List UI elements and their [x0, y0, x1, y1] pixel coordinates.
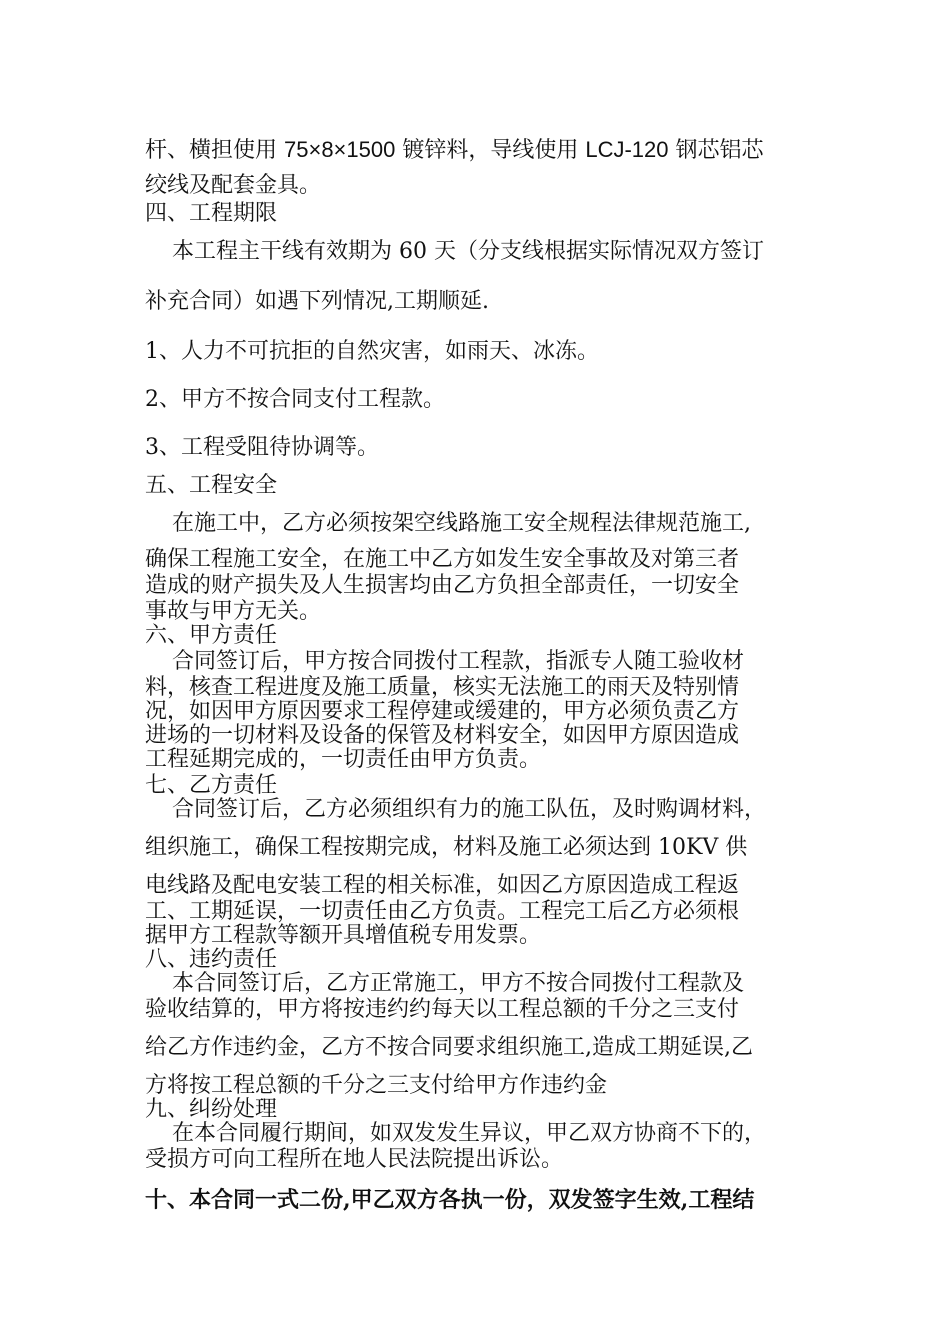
- text-run: 镀锌料，导线使用: [395, 138, 586, 163]
- body-line: 方将按工程总额的千分之三支付给甲方作违约金: [145, 1073, 608, 1098]
- body-line: 补充合同）如遇下列情况,工期顺延.: [145, 289, 489, 314]
- list-item: 3、工程受阻待协调等。: [145, 435, 379, 460]
- body-line: 本合同签订后，乙方正常施工，甲方不按合同拨付工程款及: [172, 971, 745, 996]
- section-heading: 七、乙方责任: [145, 773, 278, 798]
- body-line: 事故与甲方无关。: [145, 599, 322, 624]
- body-line: 绞线及配套金具。: [145, 173, 322, 198]
- section-heading-bold: 十、本合同一式二份,甲乙双方各执一份，双发签字生效,工程结: [145, 1187, 755, 1213]
- body-line: 本工程主干线有效期为 60 天（分支线根据实际情况双方签订: [172, 239, 764, 264]
- body-line: 合同签订后，乙方必须组织有力的施工队伍，及时购调材料，: [172, 797, 767, 822]
- section-heading: 六、甲方责任: [145, 623, 278, 648]
- body-line: 在本合同履行期间，如双发发生异议，甲乙双方协商不下的，: [172, 1121, 767, 1146]
- section-heading: 五、工程安全: [145, 473, 278, 498]
- list-item: 2、甲方不按合同支付工程款。: [145, 387, 445, 412]
- body-line: 料，核查工程进度及施工质量，核实无法施工的雨天及特别情: [145, 675, 740, 700]
- body-line: [145, 136, 764, 164]
- body-line: 况，如因甲方原因要求工程停建或缓建的，甲方必须负责乙方: [145, 699, 740, 724]
- body-line: 组织施工，确保工程按期完成，材料及施工必须达到 10KV 供: [145, 835, 748, 860]
- body-line: 工、工期延误，一切责任由乙方负责。工程完工后乙方必须根: [145, 899, 740, 924]
- section-heading: 九、纠纷处理: [145, 1097, 278, 1122]
- body-line: 造成的财产损失及人生损害均由乙方负担全部责任，一切安全: [145, 573, 740, 598]
- text-run: 钢芯铝芯: [668, 138, 764, 163]
- body-line: 进场的一切材料及设备的保管及材料安全，如因甲方原因造成: [145, 723, 740, 748]
- body-line: 工程延期完成的，一切责任由甲方负责。: [145, 747, 542, 772]
- list-item: 1、人力不可抗拒的自然灾害，如雨天、冰冻。: [145, 339, 599, 364]
- body-line: 电线路及配电安装工程的相关标准，如因乙方原因造成工程返: [145, 873, 740, 898]
- body-line: 确保工程施工安全，在施工中乙方如发生安全事故及对第三者: [145, 547, 740, 572]
- body-line: 受损方可向工程所在地人民法院提出诉讼。: [145, 1147, 564, 1172]
- text-run: 杆、横担使用: [145, 138, 284, 163]
- section-heading: 四、工程期限: [145, 201, 278, 226]
- body-line: 据甲方工程款等额开具增值税专用发票。: [145, 923, 542, 948]
- body-line: 给乙方作违约金，乙方不按合同要求组织施工,造成工期延误,乙: [145, 1035, 753, 1060]
- section-heading: 八、违约责任: [145, 947, 278, 972]
- body-line: 合同签订后，甲方按合同拨付工程款，指派专人随工验收材: [172, 649, 745, 674]
- body-line: 在施工中，乙方必须按架空线路施工安全规程法律规范施工,: [172, 511, 751, 536]
- body-line: 验收结算的，甲方将按违约约每天以工程总额的千分之三支付: [145, 997, 740, 1022]
- spec-text: LCJ-120: [585, 137, 669, 162]
- spec-text: 75×8×1500: [284, 137, 396, 162]
